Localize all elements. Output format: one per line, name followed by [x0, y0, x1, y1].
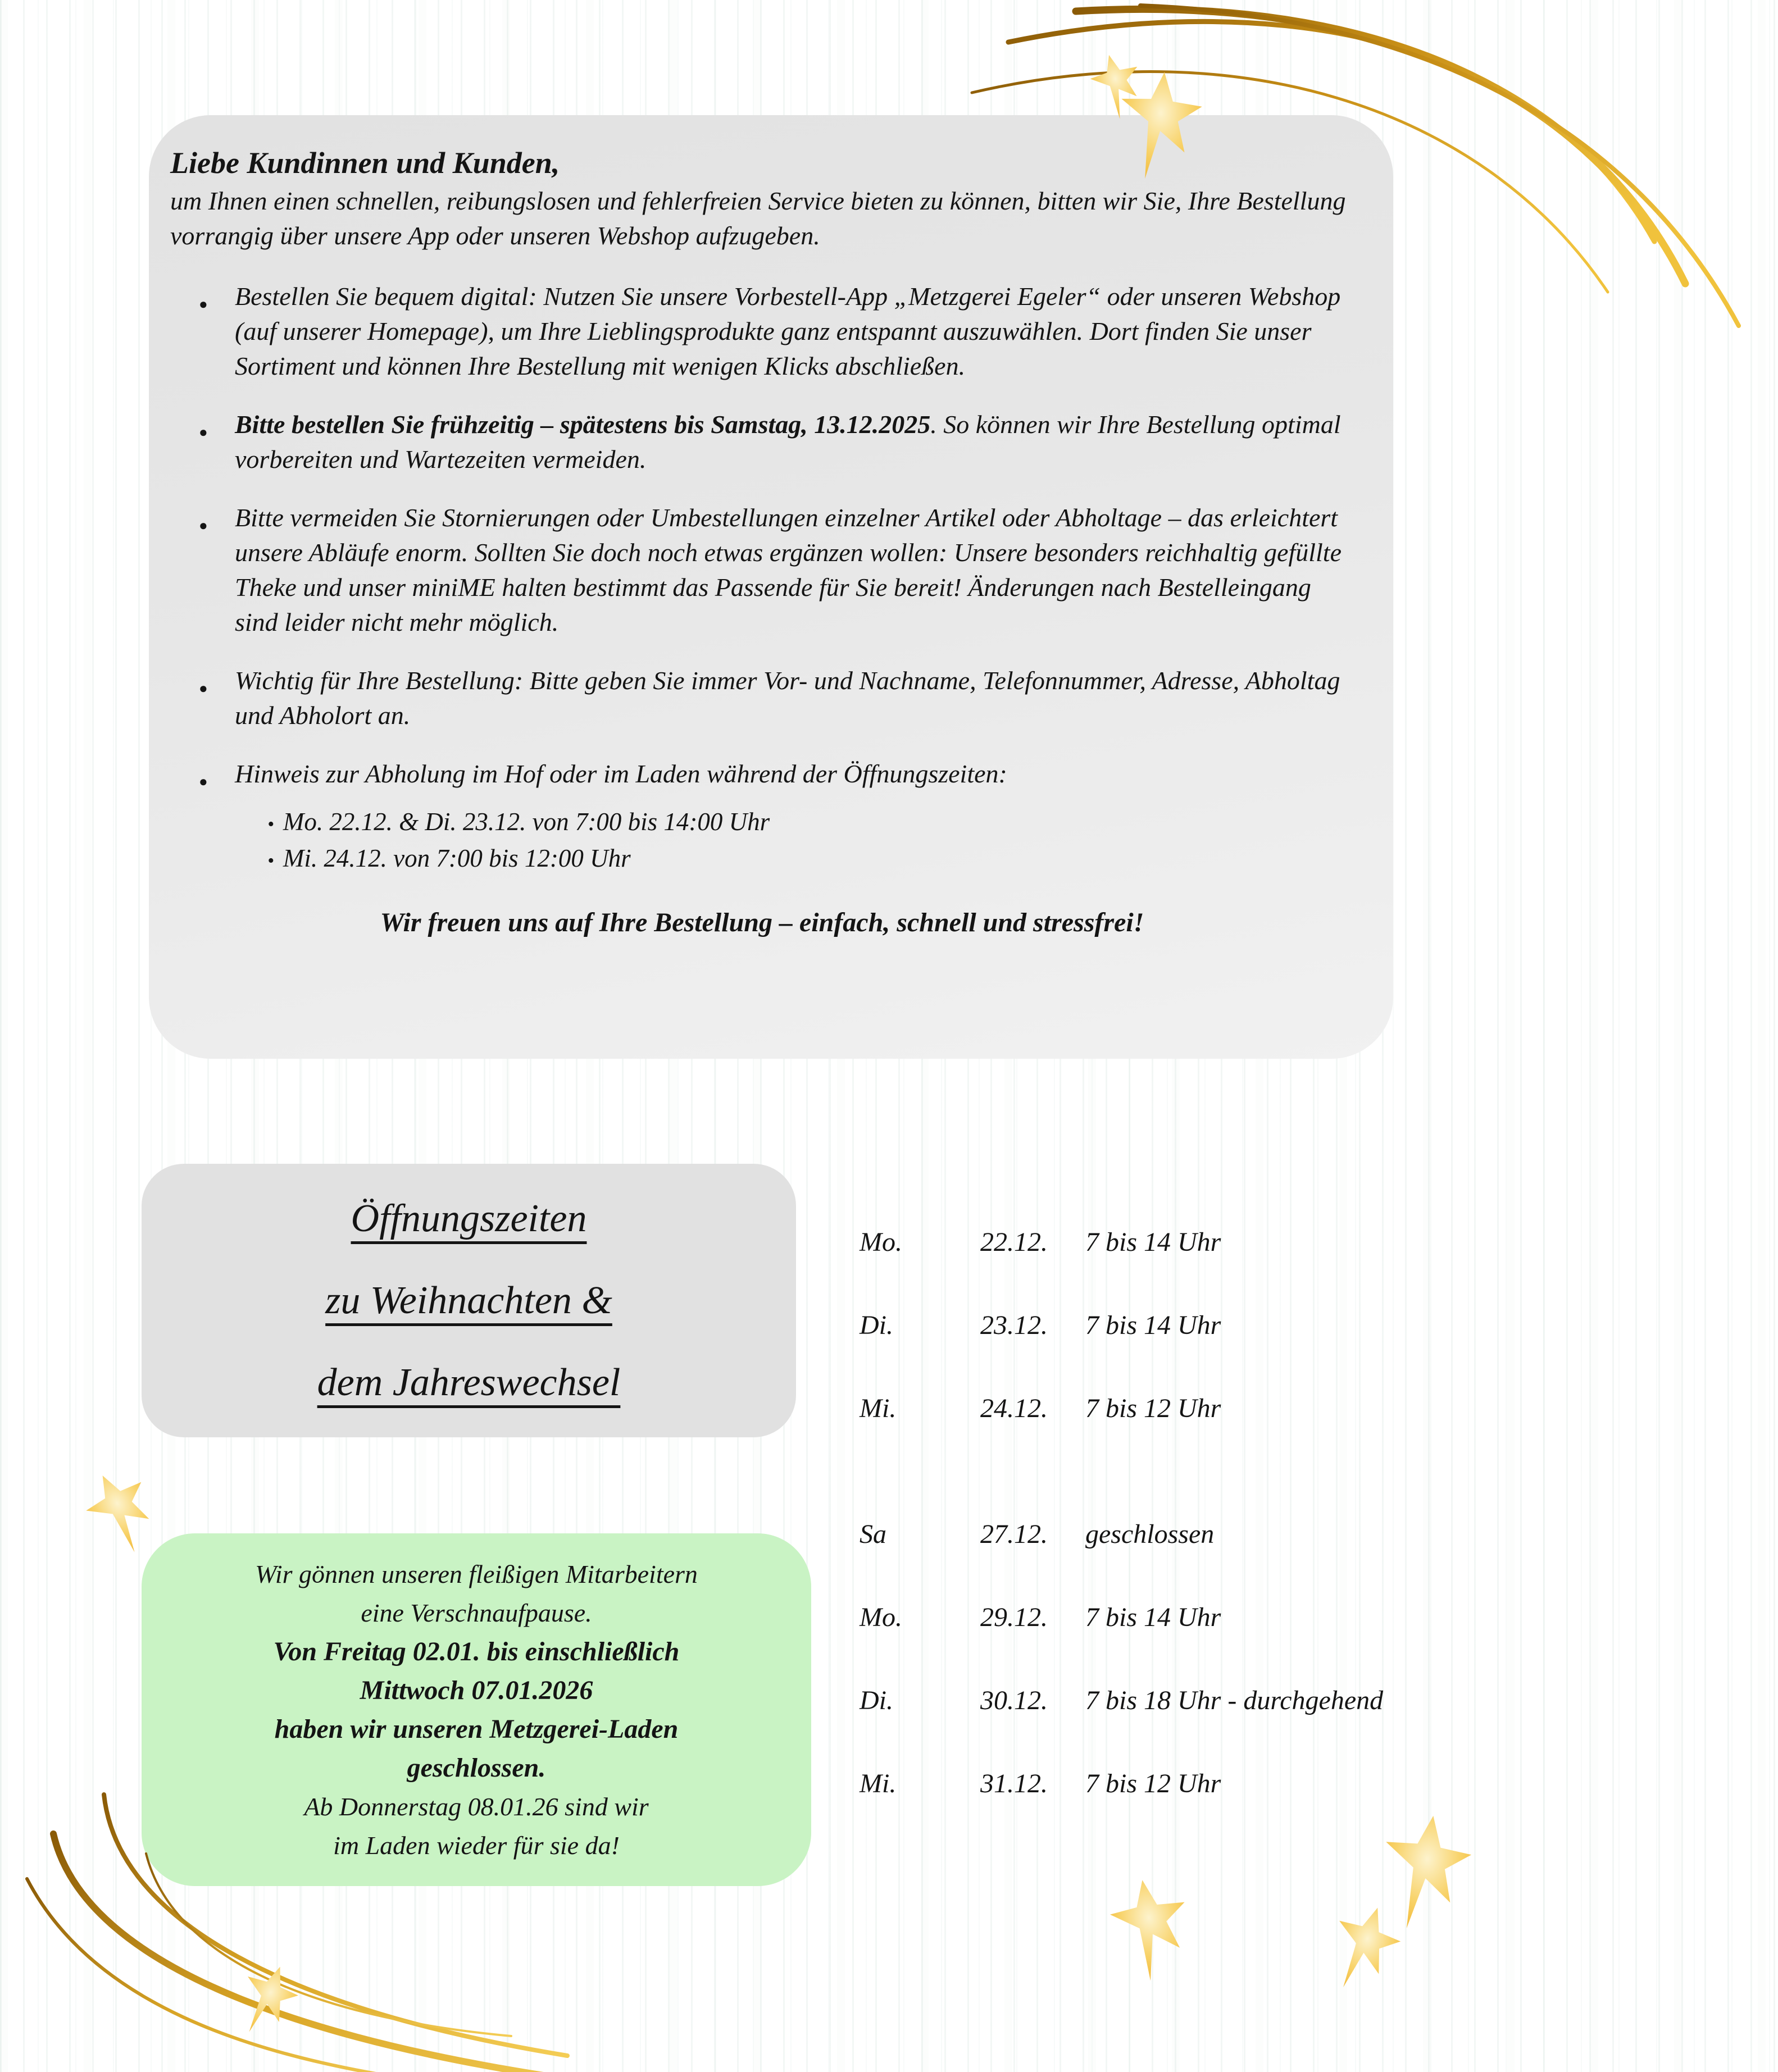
schedule-time: 7 bis 12 Uhr: [1085, 1769, 1221, 1798]
holiday-line: Wir gönnen unseren fleißigen Mitarbeitern: [255, 1560, 698, 1588]
customer-notice-content: [149, 115, 1393, 938]
schedule-time: 7 bis 14 Uhr: [1085, 1310, 1221, 1340]
schedule-time: 7 bis 14 Uhr: [1085, 1602, 1221, 1632]
schedule-row: [860, 1224, 1758, 1260]
hours-title-line: zu Weihnachten &: [325, 1278, 612, 1322]
schedule-time: 7 bis 14 Uhr: [1085, 1227, 1221, 1257]
holiday-closure-box: [142, 1533, 811, 1886]
hours-title-line: dem Jahreswechsel: [317, 1360, 621, 1404]
intro-paragraph: um Ihnen einen schnellen, reibungslosen und fehlerfreien Service bieten zu können, bitten wir Sie, Ihre Bestellung vorrangig über unsere App oder unseren Webshop aufzugeben.: [170, 186, 1346, 250]
star-icon: [1375, 1810, 1476, 1936]
holiday-line: eine Verschnaufpause.: [361, 1599, 592, 1627]
schedule-row: [860, 1766, 1758, 1802]
holiday-line: Ab Donnerstag 08.01.26 sind wir: [304, 1792, 649, 1821]
schedule-time: 7 bis 12 Uhr: [1085, 1394, 1221, 1423]
star-icon: [1105, 1874, 1197, 1986]
schedule-time: geschlossen: [1085, 1519, 1215, 1549]
schedule-row: [860, 1308, 1758, 1344]
schedule-day: Mo.: [860, 1227, 902, 1257]
schedule-date: 30.12.: [980, 1686, 1048, 1715]
notice-bullet-list: [170, 279, 1354, 878]
holiday-line: geschlossen.: [407, 1753, 546, 1783]
star-icon: [1085, 49, 1149, 124]
bullet-pickup-hint: ● Hinweis zur Abholung im Hof oder im Laden während der Öffnungszeiten: • Mo. 22.12. & Di. 23.12. von 7:00 bis 14:00 Uhr • Mi. 24.12. von 7:00 bis 12:00 Uhr: [235, 757, 1354, 878]
star-icon: [230, 1957, 306, 2043]
schedule-date: 22.12.: [980, 1227, 1048, 1257]
pickup-times: [267, 805, 1354, 878]
bullet-order-early: ● Bitte bestellen Sie frühzeitig – spätestens bis Samstag, 13.12.2025. So können wir Ihre Bestellung optimal vorbereiten und Wartezeiten vermeiden.: [235, 407, 1354, 477]
star-icon: [75, 1461, 169, 1563]
pickup-time-line: • Mo. 22.12. & Di. 23.12. von 7:00 bis 14:00 Uhr: [267, 805, 1354, 841]
schedule-day: Sa: [860, 1519, 886, 1549]
schedule-day: Mo.: [860, 1602, 902, 1632]
holiday-line: haben wir unseren Metzgerei-Laden: [274, 1714, 679, 1744]
schedule-day: Mi.: [860, 1394, 897, 1423]
schedule-date: 24.12.: [980, 1394, 1048, 1423]
customer-notice-box: [149, 115, 1393, 1059]
schedule-day: Mi.: [860, 1769, 897, 1798]
schedule-date: 29.12.: [980, 1602, 1048, 1632]
schedule-day: Di.: [860, 1686, 893, 1715]
schedule-day: Di.: [860, 1310, 893, 1340]
hours-title-line: Öffnungszeiten: [351, 1196, 587, 1240]
schedule-date: 31.12.: [980, 1769, 1048, 1798]
bullet-avoid-cancellations: ● Bitte vermeiden Sie Stornierungen oder Umbestellungen einzelner Artikel oder Abholtage – das erleichtert unsere Abläufe enorm. Sollten Sie doch noch etwas ergänzen wollen: Unsere besonders reichhaltig gefüllte Theke und unser miniME halten bestimmt das Passende für Sie bereit! Änderungen nach Bestelleingang sind leider nicht mehr möglich.: [235, 500, 1354, 640]
pickup-time-line: • Mi. 24.12. von 7:00 bis 12:00 Uhr: [267, 841, 1354, 878]
holiday-line: Mittwoch 07.01.2026: [360, 1675, 593, 1705]
holiday-line: im Laden wieder für sie da!: [333, 1831, 620, 1860]
holiday-line: Von Freitag 02.01. bis einschließlich: [273, 1637, 680, 1666]
schedule-date: 23.12.: [980, 1310, 1048, 1340]
schedule-date: 27.12.: [980, 1519, 1048, 1549]
bullet-order-info: ● Wichtig für Ihre Bestellung: Bitte geben Sie immer Vor- und Nachname, Telefonnummer, Adresse, Abholtag und Abholort an.: [235, 663, 1354, 733]
schedule-time: 7 bis 18 Uhr - durchgehend: [1085, 1686, 1384, 1715]
closing-line: Wir freuen uns auf Ihre Bestellung – einfach, schnell und stressfrei!: [380, 908, 1144, 937]
schedule-row: [860, 1517, 1758, 1552]
schedule-row: [860, 1600, 1758, 1636]
star-icon: [1320, 1898, 1408, 2000]
salutation: Liebe Kundinnen und Kunden,: [170, 146, 560, 180]
bullet-order-digital: ● Bestellen Sie bequem digital: Nutzen Sie unsere Vorbestell-App „Metzgerei Egeler“ oder unseren Webshop (auf unserer Homepage), um Ihre Lieblingsprodukte ganz entspannt auszuwählen. Dort finden Sie unser Sortiment und können Ihre Bestellung mit wenigen Klicks abschließen.: [235, 279, 1354, 384]
schedule-row: [860, 1683, 1758, 1719]
schedule-row: [860, 1391, 1758, 1427]
opening-hours-title-box: [142, 1164, 796, 1437]
